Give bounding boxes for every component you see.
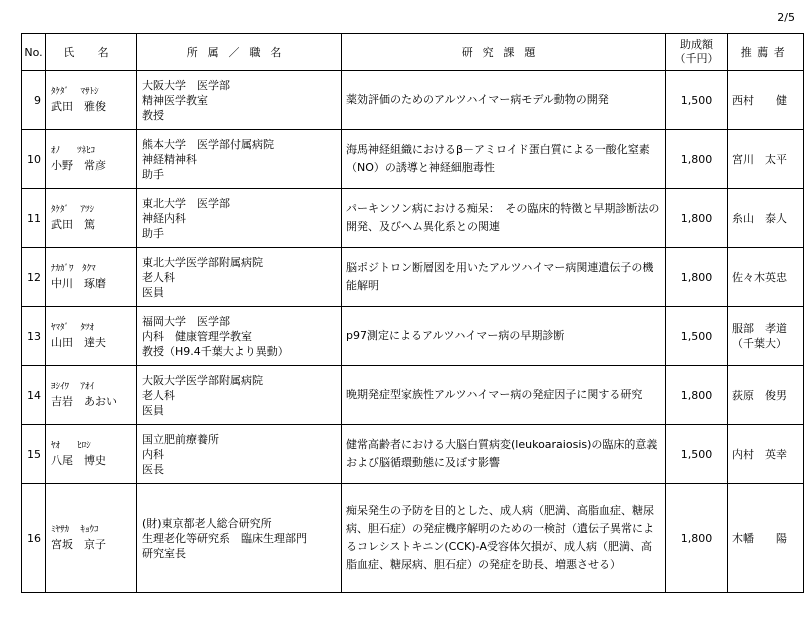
name-kana: ﾐﾔｻｶ ｷｮｳｺ [51, 525, 99, 535]
name-kana: ﾔｵ ﾋﾛｼ [51, 441, 91, 451]
name-cell [46, 366, 137, 425]
recommender-name: 佐々木英忠 [732, 270, 787, 284]
row-number: 11 [22, 189, 46, 248]
affiliation-line: 老人科 [142, 270, 175, 284]
name-kana: ﾀｹﾀﾞ ｱﾂｼ [51, 205, 94, 215]
affiliation-line: 内科 [142, 447, 164, 461]
affiliation-line: 福岡大学 医学部 [142, 314, 230, 328]
theme-cell [342, 307, 666, 366]
recommender-cell [728, 71, 804, 130]
affiliation-line: 教授 [142, 108, 164, 122]
name-cell [46, 189, 137, 248]
affiliation-line: 内科 健康管理学教室 [142, 329, 252, 343]
affiliation-line: 生理老化等研究系 臨床生理部門 [142, 531, 307, 545]
theme-cell [342, 248, 666, 307]
affiliation-line: 医長 [142, 462, 164, 476]
table-body [22, 71, 804, 593]
header-name-label: 氏 名 [63, 46, 119, 59]
affiliation-line: 老人科 [142, 388, 175, 402]
affiliation-line: 東北大学 医学部 [142, 196, 230, 210]
affiliation-line: 神経内科 [142, 211, 186, 225]
recommender-cell [728, 189, 804, 248]
theme-text: 薬効評価のためのアルツハイマー病モデル動物の開発 [346, 93, 609, 106]
name-cell [46, 307, 137, 366]
header-recommender [728, 34, 804, 71]
theme-text: p97測定によるアルツハイマー病の早期診断 [346, 329, 565, 342]
name-kana: ﾅｶｶﾞﾜ ﾀｸﾏ [51, 264, 96, 274]
name-kanji: 八尾 博史 [51, 454, 106, 467]
table-row [22, 425, 804, 484]
table-row [22, 130, 804, 189]
affiliation-line: 国立肥前療養所 [142, 432, 219, 446]
affiliation-line: 大阪大学医学部附属病院 [142, 373, 263, 387]
theme-text: 健常高齢者における大脳白質病変(leukoaraiosis)の臨床的意義および脳循環動態に及ぼす影響 [346, 438, 658, 469]
affiliation-cell [137, 366, 342, 425]
recommender-name: 糸山 泰人 [732, 211, 787, 225]
name-kanji: 武田 篤 [51, 218, 95, 231]
name-cell [46, 484, 137, 593]
header-affiliation-label: 所属／職名 [186, 46, 292, 59]
name-cell [46, 130, 137, 189]
theme-text: 痴呆発生の予防を目的とした、成人病（肥満、高脂血症、糖尿病、胆石症）の発症機序解明のための一検討（遺伝子異常によるコレシストキニン(CCK)-A受容体欠損が、成人病（肥満、高脂血症、糖尿病、胆石症）の発症を助長、増悪させる） [346, 504, 654, 571]
header-row [22, 34, 804, 71]
affiliation-cell [137, 130, 342, 189]
table-row [22, 366, 804, 425]
amount-cell: 1,800 [666, 484, 728, 593]
header-amount-line1: 助成額 [680, 38, 713, 51]
header-name [46, 34, 137, 71]
amount-cell: 1,500 [666, 425, 728, 484]
theme-text: 海馬神経組織におけるβ－アミロイド蛋白質による一酸化窒素（NO）の誘導と神経細胞毒性 [346, 143, 650, 174]
theme-text: 脳ポジトロン断層図を用いたアルツハイマー病関連遺伝子の機能解明 [346, 261, 654, 292]
theme-text: 晩期発症型家族性アルツハイマー病の発症因子に関する研究 [346, 388, 643, 401]
header-no: No. [22, 34, 46, 71]
page-number: 2/5 [777, 11, 795, 24]
affiliation-line: 医員 [142, 285, 164, 299]
affiliation-line: 助手 [142, 226, 164, 240]
recommender-cell [728, 484, 804, 593]
amount-cell: 1,800 [666, 366, 728, 425]
name-kanji: 山田 達夫 [51, 336, 106, 349]
affiliation-line: 東北大学医学部附属病院 [142, 255, 263, 269]
row-number: 16 [22, 484, 46, 593]
name-cell [46, 425, 137, 484]
name-kana: ｵﾉ ﾂﾈﾋｺ [51, 146, 96, 156]
affiliation-cell [137, 71, 342, 130]
amount-cell: 1,800 [666, 248, 728, 307]
affiliation-line: 医員 [142, 403, 164, 417]
name-cell [46, 71, 137, 130]
affiliation-line: 大阪大学 医学部 [142, 78, 230, 92]
grant-table [21, 33, 804, 593]
row-number: 14 [22, 366, 46, 425]
header-theme [342, 34, 666, 71]
theme-cell [342, 189, 666, 248]
theme-cell [342, 484, 666, 593]
table-row [22, 189, 804, 248]
header-amount-line2: （千円） [674, 52, 719, 65]
recommender-cell [728, 425, 804, 484]
table-row [22, 484, 804, 593]
name-kanji: 宮坂 京子 [51, 538, 106, 551]
affiliation-line: 教授（H9.4千葉大より異動） [142, 344, 289, 358]
affiliation-line: (財)東京都老人総合研究所 [142, 516, 272, 530]
recommender-name: 服部 孝道 （千葉大） [732, 322, 787, 350]
row-number: 9 [22, 71, 46, 130]
recommender-name: 西村 健 [732, 93, 787, 107]
row-number: 12 [22, 248, 46, 307]
table-row [22, 307, 804, 366]
recommender-cell [728, 307, 804, 366]
recommender-name: 荻原 俊男 [732, 388, 787, 402]
table-row [22, 71, 804, 130]
recommender-name: 宮川 太平 [732, 152, 787, 166]
amount-cell: 1,800 [666, 189, 728, 248]
affiliation-line: 研究室長 [142, 546, 186, 560]
recommender-cell [728, 130, 804, 189]
affiliation-cell [137, 189, 342, 248]
recommender-name: 木幡 陽 [732, 531, 787, 545]
row-number: 13 [22, 307, 46, 366]
affiliation-cell [137, 307, 342, 366]
header-amount [666, 34, 728, 71]
name-kanji: 吉岩 あおい [51, 395, 117, 408]
affiliation-line: 神経精神科 [142, 152, 197, 166]
name-kana: ﾔﾏﾀﾞ ﾀﾂｵ [51, 323, 94, 333]
affiliation-line: 熊本大学 医学部付属病院 [142, 137, 274, 151]
theme-cell [342, 130, 666, 189]
name-cell [46, 248, 137, 307]
affiliation-cell [137, 484, 342, 593]
name-kana: ﾀｹﾀﾞ ﾏｻﾄｼ [51, 87, 99, 97]
name-kanji: 小野 常彦 [51, 159, 106, 172]
amount-cell: 1,500 [666, 307, 728, 366]
table-row [22, 248, 804, 307]
header-affiliation [137, 34, 342, 71]
recommender-name: 内村 英幸 [732, 447, 787, 461]
amount-cell: 1,500 [666, 71, 728, 130]
name-kana: ﾖｼｲﾜ ｱｵｲ [51, 382, 94, 392]
recommender-cell [728, 248, 804, 307]
name-kanji: 中川 琢磨 [51, 277, 106, 290]
recommender-cell [728, 366, 804, 425]
row-number: 15 [22, 425, 46, 484]
affiliation-cell [137, 248, 342, 307]
theme-cell [342, 71, 666, 130]
header-theme-label: 研究課題 [461, 46, 546, 59]
header-recommender-label: 推薦者 [740, 46, 791, 59]
row-number: 10 [22, 130, 46, 189]
affiliation-line: 精神医学教室 [142, 93, 208, 107]
theme-cell [342, 366, 666, 425]
theme-text: パーキンソン病における痴呆： その臨床的特徴と早期診断法の開発、及びヘム異化系との関連 [346, 202, 660, 233]
affiliation-line: 助手 [142, 167, 164, 181]
affiliation-cell [137, 425, 342, 484]
amount-cell: 1,800 [666, 130, 728, 189]
name-kanji: 武田 雅俊 [51, 100, 106, 113]
theme-cell [342, 425, 666, 484]
